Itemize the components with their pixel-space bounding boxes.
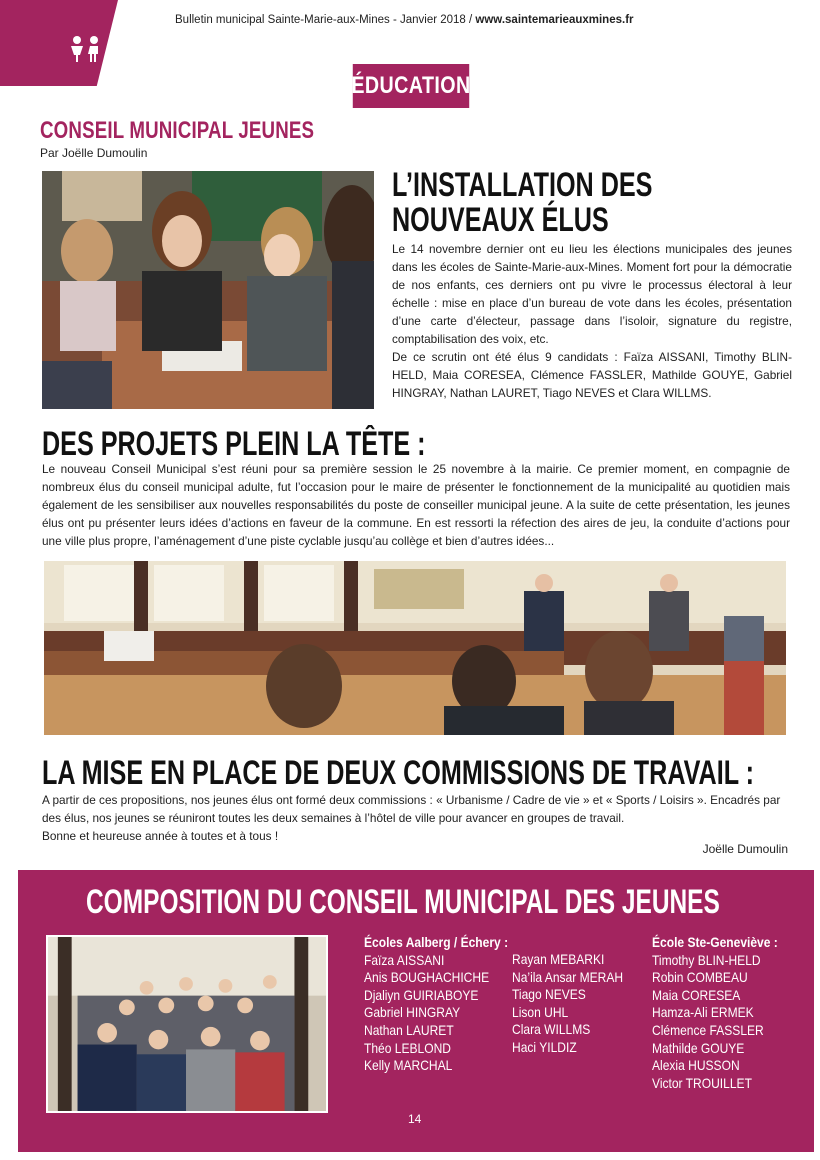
- heading-line-1: L’INSTALLATION DES: [392, 166, 653, 204]
- member-name: Maia CORESEA: [652, 986, 741, 1003]
- member-name: Na’ila Ansar MERAH: [512, 968, 624, 985]
- article-body-commissions: [42, 791, 790, 845]
- members-column-aalberg-1: [364, 934, 532, 1075]
- section-badge: ÉDUCATION: [353, 64, 469, 108]
- website-link[interactable]: www.saintemarieauxmines.fr: [475, 14, 634, 26]
- paragraph: A partir de ces propositions, nos jeunes élus ont formé deux commissions : « Urbanisme / Cadre de vie » et « Sports / Loisirs ». Encadrés par des élus, nos jeunes se réuniront toutes les deux semaines à l’hôtel de ville pour avancer en groupes de travail.: [42, 793, 781, 825]
- member-name: Robin COMBEAU: [652, 969, 748, 986]
- group-photo: [46, 935, 328, 1113]
- composition-title: COMPOSITION DU CONSEIL MUNICIPAL DES JEUNES: [86, 883, 720, 921]
- school-heading-ste-genevieve: École Ste-Geneviève :: [652, 934, 778, 950]
- rubric-title: CONSEIL MUNICIPAL JEUNES: [40, 117, 315, 144]
- heading-line-2: NOUVEAUX ÉLUS: [392, 201, 609, 239]
- member-name: Timothy BLIN-HELD: [652, 951, 761, 968]
- member-name: Nathan LAURET: [364, 1021, 454, 1038]
- member-list: [364, 952, 532, 1075]
- article-heading-installation: [392, 168, 762, 238]
- article-heading-commissions: LA MISE EN PLACE DE DEUX COMMISSIONS DE TRAVAIL :: [42, 754, 754, 792]
- member-name: Anis BOUGHACHICHE: [364, 969, 490, 986]
- member-name: Haci YILDIZ: [512, 1038, 577, 1055]
- article-body-installation: [392, 240, 792, 402]
- member-list: [652, 952, 798, 1093]
- member-name: Hamza-Ali ERMEK: [652, 1004, 754, 1021]
- member-name: Gabriel HINGRAY: [364, 1004, 461, 1021]
- author-signature: Joëlle Dumoulin: [702, 842, 788, 856]
- page-number: 14: [408, 1112, 422, 1126]
- member-name: Clémence FASSLER: [652, 1021, 764, 1038]
- member-list: [512, 951, 641, 1057]
- member-name: Rayan MEBARKI: [512, 951, 605, 967]
- bulletin-title: Bulletin municipal Sainte-Marie-aux-Mines - Janvier 2018 /: [175, 14, 476, 26]
- member-name: Théo LEBLOND: [364, 1039, 452, 1056]
- closing-wishes: Bonne et heureuse année à toutes et à tous !: [42, 829, 279, 843]
- member-name: Kelly MARCHAL: [364, 1057, 453, 1074]
- members-column-aalberg-2: [512, 951, 641, 1057]
- article-body-projects: Le nouveau Conseil Municipal s’est réuni pour sa première session le 25 novembre à la mairie. Ce premier moment, en compagnie de nombreux élus du conseil municipal adulte, fut l’occasion pour le maire de présenter le fonctionnement de la municipalité au quotidien mais également de les sensibiliser aux nouvelles responsabilités du poste de conseiller municipal jeune. A la suite de cette présentation, les jeunes élus ont pu présenter leurs idées d’actions en faveur de la commune. En est ressorti la réfection des aires de jeu, la conduite d’actions pour une ville plus propre, l’aménagement d’une piste cyclable jusqu’au collège et bien d’autres idées...: [42, 462, 790, 548]
- byline: Par Joëlle Dumoulin: [40, 146, 148, 160]
- member-name: Mathilde GOUYE: [652, 1039, 745, 1056]
- member-name: Faïza AISSANI: [364, 951, 445, 968]
- town-hall-meeting-photo: [44, 561, 786, 735]
- classroom-voting-photo: [42, 171, 374, 409]
- members-column-ste-genevieve: [652, 934, 798, 1092]
- paragraph: Le 14 novembre dernier ont eu lieu les élections municipales des jeunes dans les écoles de Sainte-Marie-aux-Mines. Moment fort pour la démocratie de nos enfants, ces derniers ont pu vivre le processus électoral à leur échelle : mise en place d’un bureau de vote dans les écoles, présentation d’une carte d’électeur, passage dans l’isoloir, signature du registre, comptabilisation des voix, etc.: [392, 242, 792, 346]
- member-name: Clara WILLMS: [512, 1021, 591, 1038]
- bulletin-header: [175, 14, 795, 26]
- member-name: Tiago NEVES: [512, 986, 586, 1003]
- article-heading-projects: DES PROJETS PLEIN LA TÊTE :: [42, 425, 426, 463]
- paragraph: De ce scrutin ont été élus 9 candidats : Faïza AISSANI, Timothy BLIN-HELD, Maia CORESEA, Clémence FASSLER, Mathilde GOUYE, Gabriel HINGRAY, Nathan LAURET, Tiago NEVES et Clara WILLMS.: [392, 350, 792, 400]
- member-name: Victor TROUILLET: [652, 1074, 752, 1091]
- children-icon: [66, 34, 106, 64]
- member-name: Alexia HUSSON: [652, 1057, 740, 1074]
- member-name: Djaliyn GUIRIABOYE: [364, 986, 479, 1003]
- school-heading-aalberg: Écoles Aalberg / Échery :: [364, 934, 509, 950]
- member-name: Lison UHL: [512, 1003, 569, 1020]
